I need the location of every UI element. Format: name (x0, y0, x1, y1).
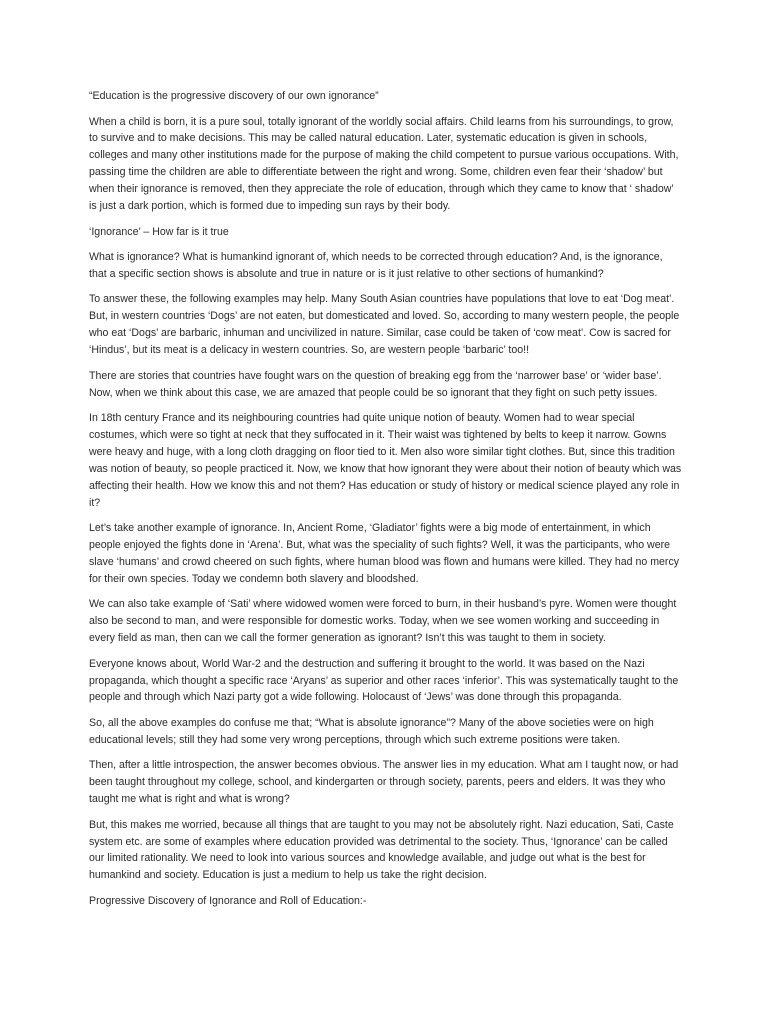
quote-heading: “Education is the progressive discovery of our own ignorance” (89, 90, 379, 102)
paragraph-what-is-ignorance: What is ignorance? What is humankind ignorant of, which needs to be corrected through education? And, is the ignorance, that a specific section shows is absolute and true in nature or is it just relative to other sections of humankind? (89, 251, 663, 280)
paragraph-france-beauty: In 18th century France and its neighbouring countries had quite unique notion of beauty. Women had to wear special costumes, which were so tight at neck that they suffocated in it. Their waist was tightened by belts to keep it narrow. Gowns were heavy and huge, with a long cloth dragging on floor tied to it. Men also wore similar tight clothes. But, since this tradition was notion of beauty, so people practiced it. Now, we know that how ignorant they were about their notion of beauty which was affecting their health. How we know this and not them? Has education or study of history or medical science played any role in it? (89, 412, 682, 509)
paragraph-dog-meat: To answer these, the following examples may help. Many South Asian countries have populations that love to eat ‘Dog meat’. But, in western countries ‘Dogs’ are not eaten, but domesticated and loved. So, according to many western people, the people who eat ‘Dogs’ are barbaric, inhuman and uncivilized in nature. Similar, case could be taken of ‘cow meat’. Cow is sacred for ‘Hindus’, but its meat is a delicacy in western countries. So, are western people ‘barbaric’ too!! (89, 293, 680, 357)
paragraph-intro: When a child is born, it is a pure soul, totally ignorant of the worldly social affairs. Child learns from his surroundings, to grow, to survive and to make decisions. This may be called natural education. Later, systematic education is given in schools, colleges and many other institutions made for the purpose of making the child competent to pursue various occupations. With, passing time the children are able to differentiate between the right and wrong. Some, children even fear their ‘shadow’ but when their ignorance is removed, then they appreciate the role of education, through which they came to know that ‘ shadow’ is just a dark portion, which is formed due to impeding sun rays by their body. (89, 115, 679, 213)
paragraph-absolute-ignorance: So, all the above examples do confuse me that; “What is absolute ignorance”? Many of the above societies were on high educational levels; still they had some very wrong perceptions, through which such extreme positions were taken. (89, 716, 654, 746)
section-heading-progressive-discovery: Progressive Discovery of Ignorance and Roll of Education:- (89, 894, 367, 907)
paragraph-egg-wars: There are stories that countries have fought wars on the question of breaking egg from the ‘narrower base’ or ‘wider base’. Now, when we think about this case, we are amazed that people could be so ignorant that they fight on such petty issues. (89, 369, 662, 399)
section-heading-ignorance: ‘Ignorance’ – How far is it true (89, 225, 229, 238)
paragraph-sati: We can also take example of ‘Sati’ where widowed women were forced to burn, in their husband’s pyre. Women were thought also be second to man, and were responsible for domestic works. Today, when we see women working and succeeding in every field as man, then can we call the former generation as ignorant? Isn’t this was taught to them in society. (89, 598, 677, 645)
paragraph-introspection: Then, after a little introspection, the answer becomes obvious. The answer lies in my education. What am I taught now, or had been taught throughout my college, school, and kindergarten or through society, parents, peers and elders. It was they who taught me what is right and what is wrong? (89, 759, 679, 806)
paragraph-worried: But, this makes me worried, because all things that are taught to you may not be absolutely right. Nazi education, Sati, Caste system etc. are some of examples where education provided was detrimental to the society. Thus, ‘Ignorance’ can be called our limited rationality. We need to look into various sources and knowledge available, and judge out what is the best for humankind and society. Education is just a medium to help us take the right decision. (89, 818, 674, 882)
paragraph-world-war: Everyone knows about, World War-2 and the destruction and suffering it brought to the world. It was based on the Nazi propaganda, which thought a specific race ‘Aryans’ as superior and other races ‘inferior’. This was systematically taught to the people and through which Nazi party got a wide following. Holocaust of ‘Jews’ was done through this propaganda. (89, 657, 679, 704)
document-page (89, 88, 683, 918)
paragraph-gladiator: Let’s take another example of ignorance. In, Ancient Rome, ‘Gladiator’ fights were a big mode of entertainment, in which people enjoyed the fights done in ‘Arena’. But, what was the speciality of such fights? Well, it was the participants, who were slave ‘humans’ and crowd cheered on such fights, where human blood was flown and humans were killed. They had no mercy for their own species. Today we condemn both slavery and bloodshed. (89, 522, 680, 585)
